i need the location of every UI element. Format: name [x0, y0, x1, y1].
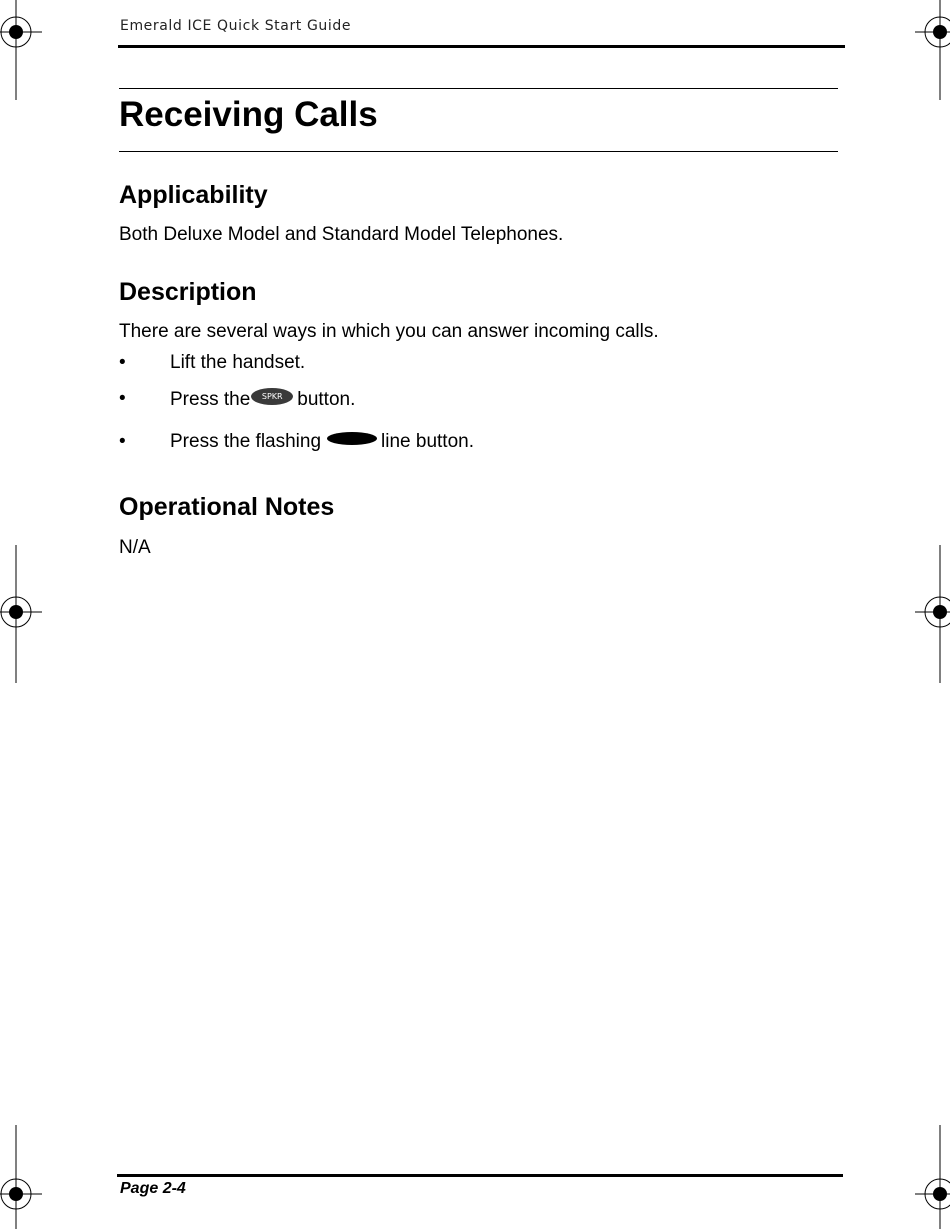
speaker-key-icon: SPKR — [251, 388, 293, 405]
page-number: Page 2-4 — [120, 1180, 186, 1197]
bullet-marker: • — [119, 352, 126, 373]
title-rule-bottom — [119, 151, 838, 152]
list-item-text: line button. — [381, 431, 474, 452]
bullet-marker: • — [119, 431, 126, 452]
list-item-text: Press the — [170, 389, 251, 410]
crop-mark-icon — [0, 545, 45, 683]
crop-mark-icon — [0, 0, 45, 100]
crop-mark-icon — [0, 1125, 45, 1229]
operational-notes-text: N/A — [119, 537, 151, 558]
crop-mark-icon — [905, 1125, 950, 1229]
operational-notes-heading: Operational Notes — [119, 493, 335, 521]
applicability-heading: Applicability — [119, 181, 268, 209]
description-heading: Description — [119, 278, 257, 306]
header-rule — [118, 45, 845, 48]
crop-mark-icon — [905, 0, 950, 100]
running-header: Emerald ICE Quick Start Guide — [120, 18, 352, 34]
description-intro: There are several ways in which you can answer incoming calls. — [119, 321, 659, 342]
bullet-marker: • — [119, 388, 126, 409]
title-rule-top — [119, 88, 838, 89]
page-title: Receiving Calls — [119, 95, 378, 134]
list-item-text: button. — [297, 389, 356, 410]
list-item — [170, 388, 355, 411]
footer-rule — [117, 1174, 843, 1177]
line-key-icon — [327, 432, 377, 445]
list-item — [170, 431, 474, 453]
applicability-text: Both Deluxe Model and Standard Model Telephones. — [119, 224, 564, 245]
crop-mark-icon — [905, 545, 950, 683]
list-item-text: Press the flashing — [170, 431, 322, 452]
list-item: Lift the handset. — [170, 352, 306, 373]
